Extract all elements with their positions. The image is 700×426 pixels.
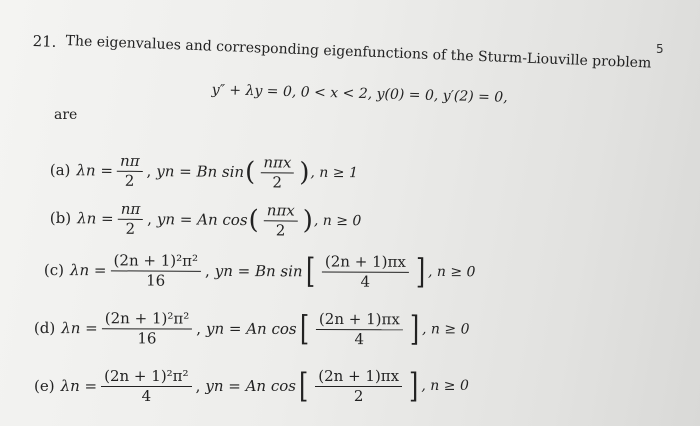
argument-fraction (264, 202, 298, 238)
fraction-numerator: (2n + 1)²π² (111, 252, 202, 271)
eigenfunction-label: yn = Bn sin (156, 162, 245, 182)
separator: , (196, 319, 202, 338)
index-condition: , n ≥ 0 (421, 378, 469, 394)
argument-numerator: (2n + 1)πx (315, 368, 402, 387)
eigenvalue-fraction (110, 252, 201, 288)
option-e[interactable] (34, 368, 469, 404)
separator: , (146, 162, 152, 181)
argument-numerator: (2n + 1)πx (316, 311, 403, 330)
left-paren: ( (244, 157, 256, 188)
option-label: (c) (43, 260, 65, 280)
eigenvalue-fraction (101, 368, 191, 404)
eigenfunction-label: yn = Bn sin (214, 261, 303, 281)
argument-denominator: 2 (353, 386, 364, 405)
argument-numerator: nπx (260, 154, 294, 173)
lambda-label: λn = (76, 161, 114, 180)
fraction-numerator: (2n + 1)²π² (101, 368, 191, 387)
points-value: 5 (656, 42, 664, 56)
right-bracket: ] (409, 309, 420, 350)
separator: , (147, 210, 153, 229)
problem-equation: y″ + λy = 0, 0 < x < 2, y(0) = 0, y′(2) = 0, (211, 82, 508, 106)
eigenfunction-label: yn = An cos (156, 210, 248, 230)
option-a[interactable] (50, 152, 358, 191)
option-b[interactable] (50, 200, 362, 239)
fraction-denominator: 16 (146, 271, 166, 290)
lambda-label: λn = (69, 261, 107, 280)
left-bracket: [ (305, 251, 316, 292)
argument-numerator: (2n + 1)πx (322, 253, 409, 272)
eigenfunction-label: yn = An cos (205, 377, 296, 395)
argument-denominator: 4 (354, 329, 365, 348)
fraction-numerator: (2n + 1)²π² (102, 310, 193, 329)
option-d[interactable] (34, 310, 470, 348)
right-bracket: ] (415, 251, 426, 292)
left-bracket: [ (298, 366, 309, 406)
fraction-denominator: 16 (137, 328, 157, 347)
lambda-label: λn = (61, 319, 98, 338)
option-label: (e) (34, 377, 55, 395)
option-c[interactable] (44, 252, 476, 290)
fraction-numerator: nπ (118, 201, 144, 220)
eigenvalue-fraction (117, 153, 143, 189)
option-label: (d) (33, 318, 56, 338)
argument-fraction (322, 253, 409, 289)
question-number: 21. (32, 32, 57, 51)
fraction-denominator: 2 (125, 219, 136, 238)
argument-fraction (315, 368, 402, 404)
fraction-denominator: 4 (141, 386, 152, 405)
question-stem: The eigenvalues and corresponding eigenfunctions of the Sturm-Liouville problem (65, 33, 652, 72)
right-paren: ) (299, 157, 310, 188)
lambda-label: λn = (77, 209, 114, 228)
index-condition: , n ≥ 0 (313, 212, 362, 230)
right-bracket: ] (409, 366, 419, 406)
right-paren: ) (302, 205, 314, 236)
fraction-numerator: nπ (117, 153, 143, 172)
index-condition: , n ≥ 0 (422, 321, 470, 338)
option-label: (b) (49, 208, 72, 228)
separator: , (204, 261, 210, 280)
eigenvalue-fraction (117, 201, 143, 237)
argument-denominator: 2 (275, 220, 286, 239)
index-condition: , n ≥ 0 (427, 264, 476, 281)
eigenvalue-fraction (102, 310, 193, 346)
argument-denominator: 4 (360, 272, 371, 291)
argument-fraction (316, 311, 403, 347)
index-condition: , n ≥ 1 (310, 164, 358, 182)
separator: , (195, 377, 201, 395)
argument-denominator: 2 (272, 172, 283, 191)
left-paren: ( (248, 205, 259, 236)
lambda-label: λn = (60, 377, 98, 395)
argument-fraction (260, 154, 294, 190)
option-label: (a) (49, 160, 71, 180)
left-bracket: [ (299, 308, 309, 349)
are-label: are (54, 107, 78, 123)
argument-numerator: nπx (264, 202, 298, 221)
eigenfunction-label: yn = An cos (205, 319, 297, 338)
fraction-denominator: 2 (124, 171, 135, 190)
